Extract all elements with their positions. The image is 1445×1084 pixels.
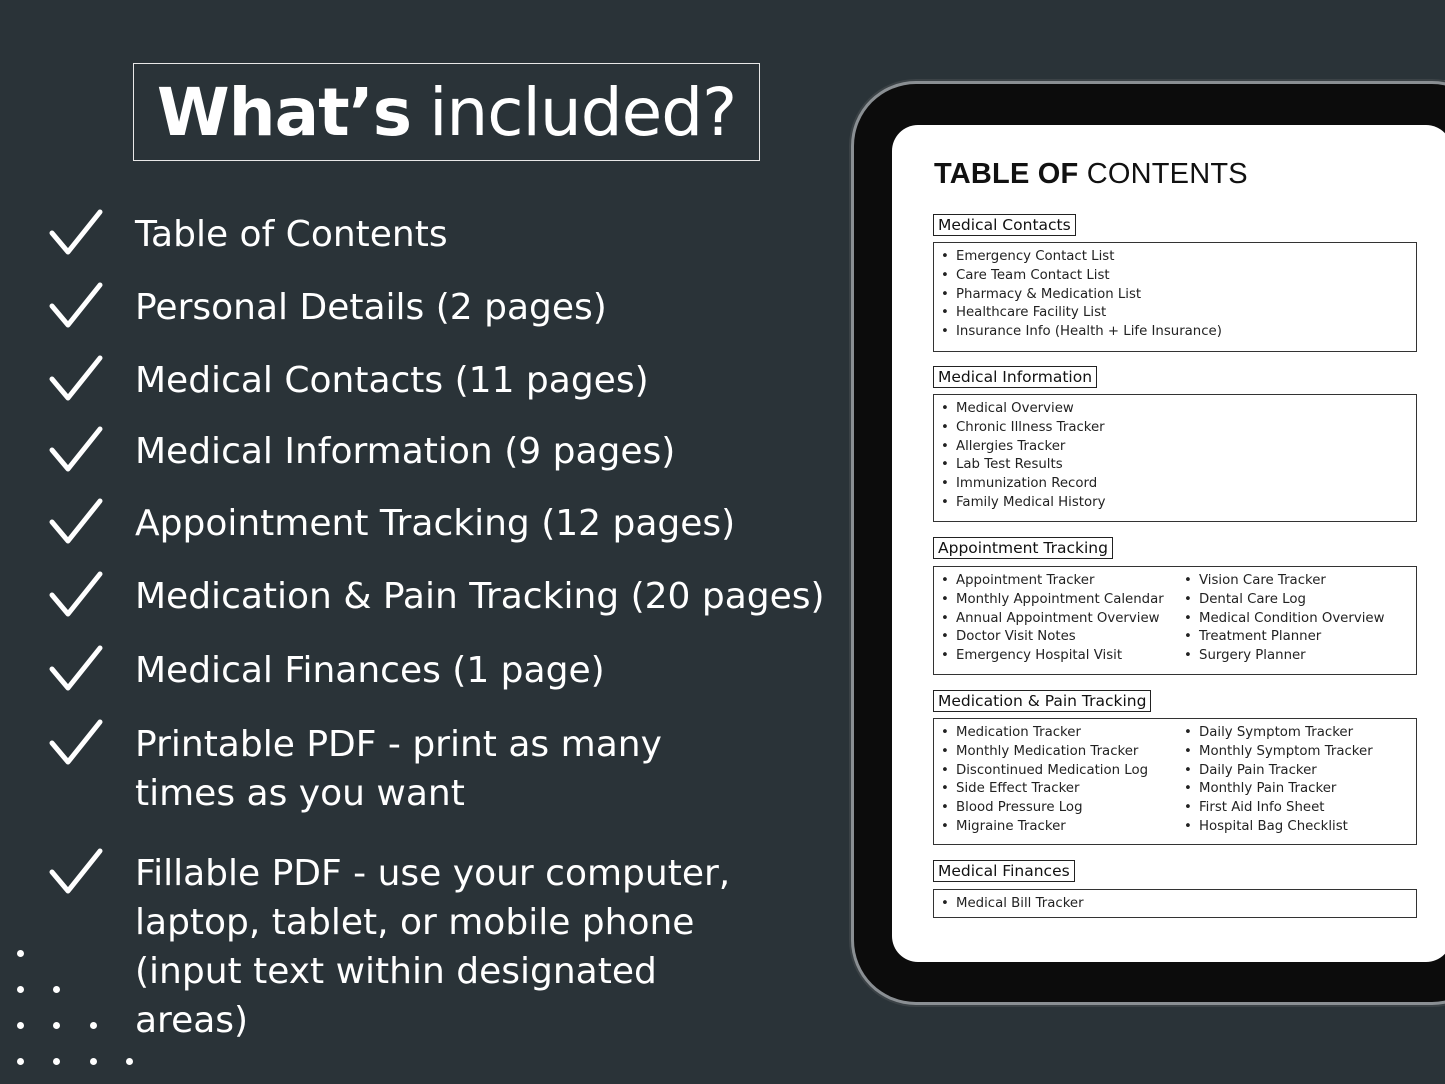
feature-text — [135, 572, 825, 621]
dot — [90, 1058, 97, 1065]
feature-text — [135, 720, 662, 818]
checkmark-icon — [48, 352, 104, 404]
toc-item-list — [934, 572, 1164, 666]
toc-item: • Emergency Contact List — [934, 248, 1222, 267]
toc-item: • Dental Care Log — [1177, 591, 1384, 610]
toc-section-label: Medication & Pain Tracking — [933, 690, 1151, 712]
toc-item: • Hospital Bag Checklist — [1177, 818, 1373, 837]
toc-item: • Pharmacy & Medication List — [934, 286, 1222, 305]
feature-text — [135, 210, 448, 259]
toc-item-list — [934, 248, 1222, 342]
heading-bold: What’s — [156, 73, 412, 151]
toc-item: • Chronic Illness Tracker — [934, 419, 1106, 438]
toc-section-box — [933, 242, 1417, 352]
dot — [53, 1058, 60, 1065]
toc-title-light: CONTENTS — [1086, 158, 1248, 190]
feature-line: Medical Information (9 pages) — [135, 431, 676, 472]
toc-item: • Vision Care Tracker — [1177, 572, 1384, 591]
toc-item: • Discontinued Medication Log — [934, 762, 1148, 781]
toc-section-box — [933, 889, 1417, 918]
feature-text — [135, 646, 605, 695]
checkmark-icon — [48, 642, 104, 694]
checkmark-icon — [48, 279, 104, 331]
tablet-screen — [892, 125, 1445, 962]
checkmark-icon — [48, 495, 104, 547]
feature-line: Table of Contents — [135, 214, 448, 255]
feature-text — [135, 283, 607, 332]
checkmark-icon — [48, 845, 104, 897]
toc-item: • Monthly Symptom Tracker — [1177, 743, 1373, 762]
feature-text — [135, 499, 735, 548]
toc-item: • Annual Appointment Overview — [934, 610, 1164, 629]
toc-item: • Monthly Medication Tracker — [934, 743, 1148, 762]
toc-section-box — [933, 718, 1417, 845]
toc-item: • Migraine Tracker — [934, 818, 1148, 837]
toc-item: • Blood Pressure Log — [934, 799, 1148, 818]
feature-line: Personal Details (2 pages) — [135, 287, 607, 328]
toc-section-label: Medical Information — [933, 366, 1097, 388]
feature-line: Medical Contacts (11 pages) — [135, 360, 649, 401]
checkmark-icon — [48, 716, 104, 768]
toc-section-box — [933, 566, 1417, 675]
toc-item-list — [1177, 724, 1373, 837]
toc-section-label: Medical Finances — [933, 860, 1075, 882]
feature-line: (input text within designated — [135, 951, 657, 992]
toc-item: • Appointment Tracker — [934, 572, 1164, 591]
checkmark-icon — [48, 568, 104, 620]
toc-item-list — [934, 400, 1106, 513]
feature-line: Printable PDF - print as many — [135, 724, 662, 765]
feature-text — [135, 427, 675, 476]
toc-item: • Lab Test Results — [934, 456, 1106, 475]
dot — [126, 1058, 133, 1065]
feature-line: Fillable PDF - use your computer, — [135, 853, 731, 894]
feature-text — [135, 849, 730, 1045]
toc-section-box — [933, 394, 1417, 522]
toc-section-label: Medical Contacts — [933, 214, 1076, 236]
toc-item: • First Aid Info Sheet — [1177, 799, 1373, 818]
toc-item: • Daily Symptom Tracker — [1177, 724, 1373, 743]
dot — [53, 1022, 60, 1029]
toc-item-list — [1177, 572, 1384, 666]
heading-box — [133, 63, 760, 161]
feature-text — [135, 356, 649, 405]
toc-title — [934, 158, 1248, 191]
toc-item: • Monthly Appointment Calendar — [934, 591, 1164, 610]
dot — [17, 986, 24, 993]
feature-line: Medical Finances (1 page) — [135, 650, 605, 691]
toc-item: • Medical Bill Tracker — [934, 895, 1084, 914]
toc-item-list — [934, 895, 1084, 914]
feature-line: Appointment Tracking (12 pages) — [135, 503, 736, 544]
toc-item: • Medical Condition Overview — [1177, 610, 1384, 629]
toc-item: • Monthly Pain Tracker — [1177, 780, 1373, 799]
toc-item: • Insurance Info (Health + Life Insurance) — [934, 323, 1222, 342]
toc-item: • Treatment Planner — [1177, 628, 1384, 647]
toc-item: • Care Team Contact List — [934, 267, 1222, 286]
toc-section-label: Appointment Tracking — [933, 537, 1113, 559]
toc-item: • Side Effect Tracker — [934, 780, 1148, 799]
feature-line: times as you want — [135, 773, 465, 814]
toc-item: • Medical Overview — [934, 400, 1106, 419]
toc-item: • Doctor Visit Notes — [934, 628, 1164, 647]
toc-item: • Surgery Planner — [1177, 647, 1384, 666]
dot — [90, 1022, 97, 1029]
toc-item: • Family Medical History — [934, 494, 1106, 513]
feature-line: Medication & Pain Tracking (20 pages) — [135, 576, 825, 617]
feature-line: laptop, tablet, or mobile phone — [135, 902, 695, 943]
toc-item: • Allergies Tracker — [934, 438, 1106, 457]
toc-item: • Emergency Hospital Visit — [934, 647, 1164, 666]
feature-line: areas) — [135, 1000, 249, 1041]
toc-item: • Healthcare Facility List — [934, 304, 1222, 323]
dot — [17, 950, 24, 957]
checkmark-icon — [48, 206, 104, 258]
dot — [17, 1058, 24, 1065]
toc-item: • Medication Tracker — [934, 724, 1148, 743]
toc-item: • Daily Pain Tracker — [1177, 762, 1373, 781]
dot — [53, 986, 60, 993]
toc-item-list — [934, 724, 1148, 837]
dot — [17, 1022, 24, 1029]
toc-item: • Immunization Record — [934, 475, 1106, 494]
heading-light: included? — [429, 73, 737, 151]
toc-title-bold: TABLE OF — [934, 158, 1079, 190]
checkmark-icon — [48, 423, 104, 475]
